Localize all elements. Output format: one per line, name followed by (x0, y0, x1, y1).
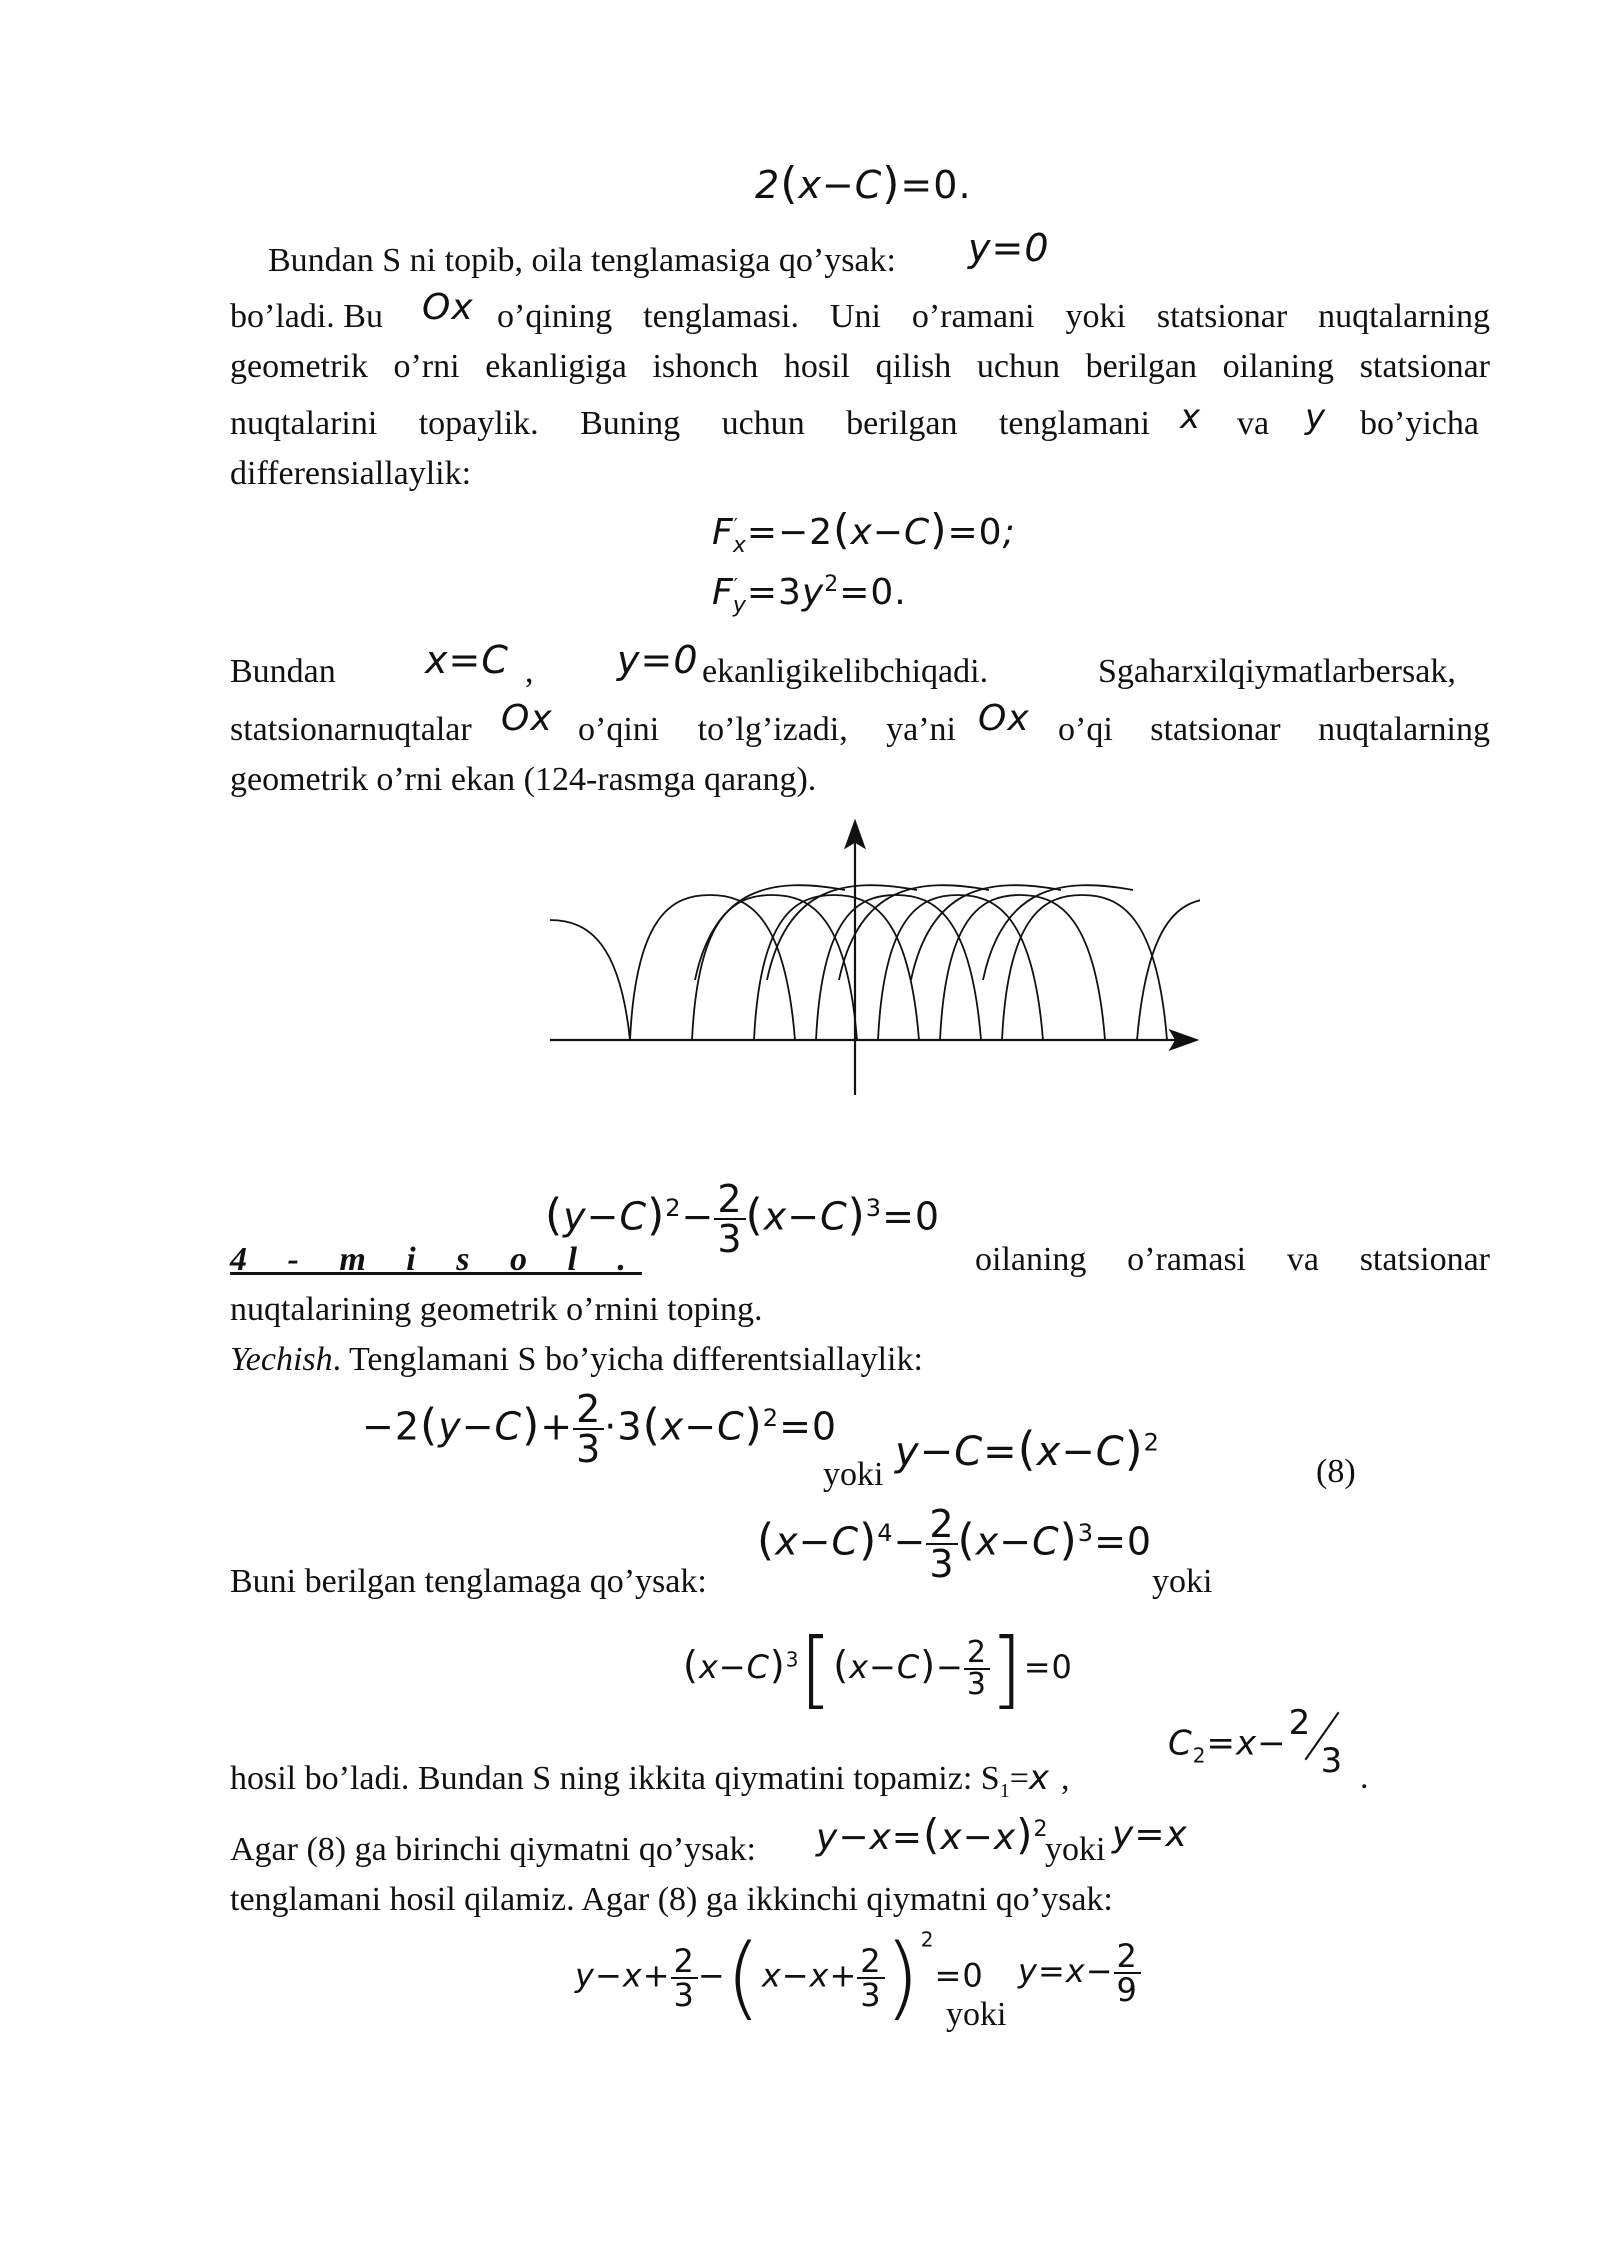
first-eq: $y-x=(x-x)^2$ (816, 1810, 1049, 1859)
subst-yoki: yoki (1152, 1563, 1213, 1600)
p2-line2c: o’qi statsionar nuqtalarning (1058, 711, 1490, 748)
p1-x: x (1180, 397, 1202, 437)
roots-c2: $C_2=x-$ 2 3 (1168, 1703, 1344, 1781)
example-tail: oilaning o’ramasi va statsionar (975, 1241, 1490, 1278)
p2-ox2: Ox (978, 698, 1030, 739)
family-curve (692, 895, 857, 1040)
example-label: 4 - m i s o l . (230, 1241, 642, 1278)
p2-y0: y=0 (617, 638, 699, 682)
equation-top: 2(x−C)=0. (755, 158, 972, 209)
p1-va: va (1237, 405, 1270, 442)
figure-124 (540, 815, 1200, 1100)
family-curve (878, 895, 1043, 1040)
example-eq: $(y-C)^2-$ $\frac{2}{3}$ $(x-C)^3=0$ (545, 1177, 941, 1261)
first-yoki: yoki (1045, 1831, 1106, 1868)
p2-line2a: statsionarnuqtalar (230, 711, 472, 748)
p1-y: y (1305, 397, 1327, 437)
eq8-right: $y-C=(x-C)^2$ (895, 1422, 1160, 1476)
p1-line4a: nuqtalarini topaylik. Buning uchun berilgan tenglamani (230, 405, 1150, 442)
second-yoki: yoki (946, 1996, 1007, 2033)
eq8-tag: (8) (1316, 1453, 1356, 1490)
first-res: y=x (1112, 1814, 1188, 1855)
curve-family (550, 885, 1200, 1040)
p1-math-y0: y=0 (968, 226, 1050, 270)
p1-line5: differensiallaylik: (230, 455, 472, 492)
p2-xc: x=C (425, 638, 509, 682)
eq8-left: −2(y−C)+ $\frac{2}{3}$ $\cdot 3(x-C)^2=0$ (362, 1387, 838, 1471)
p2-line3: geometrik o’rni ekan (124-rasmga qarang). (230, 761, 817, 798)
subst-eq2: $(x-C)^3[(x-C)-$ $\frac{2}{3}$ ]=0 (683, 1620, 1073, 1718)
family-curve (550, 920, 630, 1040)
roots-text: hosil bo’ladi. Bundan S ning ikkita qiymatini topamiz: $S_1=x$ , (230, 1758, 1070, 1802)
family-curve (940, 895, 1105, 1040)
second-text: tenglamani hosil qilamiz. Agar (8) ga ikkinchi qiymatni qo’ysak: (230, 1881, 1113, 1918)
subst-eq: $(x-C)^4-$ $\frac{2}{3}$ $(x-C)^3=0$ (757, 1502, 1153, 1586)
example-line2: nuqtalarining geometrik o’rnini toping. (230, 1291, 763, 1328)
family-curve (1137, 899, 1200, 1040)
p2-sga: Sgaharxilqiymatlarbersak, (1098, 653, 1456, 690)
p1-ox: Ox (422, 287, 474, 328)
example-yechish: Yechish. Tenglamani S bo’yicha differentsiallaylik: (230, 1341, 923, 1378)
family-curve (816, 895, 981, 1040)
p1-line2a: bo’ladi. Bu (230, 298, 383, 335)
deriv-fy: $F'_y=3y^2=0$. (712, 572, 907, 619)
eq8-yoki: yoki (823, 1456, 884, 1493)
p1-line1: Bundan S ni topib, oila tenglamasiga qo’ysak: (268, 242, 896, 279)
p2-line2b: o’qini to’lg’izadi, ya’ni (578, 711, 956, 748)
second-res: y=x− $\frac{2}{9}$ (1018, 1940, 1141, 2006)
subst-text: Buni berilgan tenglamaga qo’ysak: (230, 1563, 707, 1600)
first-text: Agar (8) ga birinchi qiymatni qo’ysak: (230, 1831, 756, 1868)
family-curve (1002, 895, 1167, 1040)
p2-comma: , (525, 653, 534, 690)
roots-dot: . (1360, 1759, 1369, 1796)
p2-kelib: ekanligikelibchiqadi. (702, 653, 989, 690)
deriv-fx: $F'_x=-2(x-C)=0$; (712, 505, 1016, 559)
p2-ox1: Ox (501, 698, 553, 739)
p1-line2b: o’qining tenglamasi. Uni o’ramani yoki statsionar nuqtalarning (497, 298, 1490, 335)
p1-line3: geometrik o’rni ekanligiga ishonch hosil qilish uchun berilgan oilaning statsionar (230, 348, 1490, 385)
p2-bundan: Bundan (230, 653, 336, 690)
second-eq: y−x+ $\frac{2}{3}$ −(x−x+ $\frac{2}{3}$ )$^2$=0 (575, 1925, 984, 2030)
p1-line4b: bo’yicha (1360, 405, 1479, 442)
family-curve (754, 895, 919, 1040)
